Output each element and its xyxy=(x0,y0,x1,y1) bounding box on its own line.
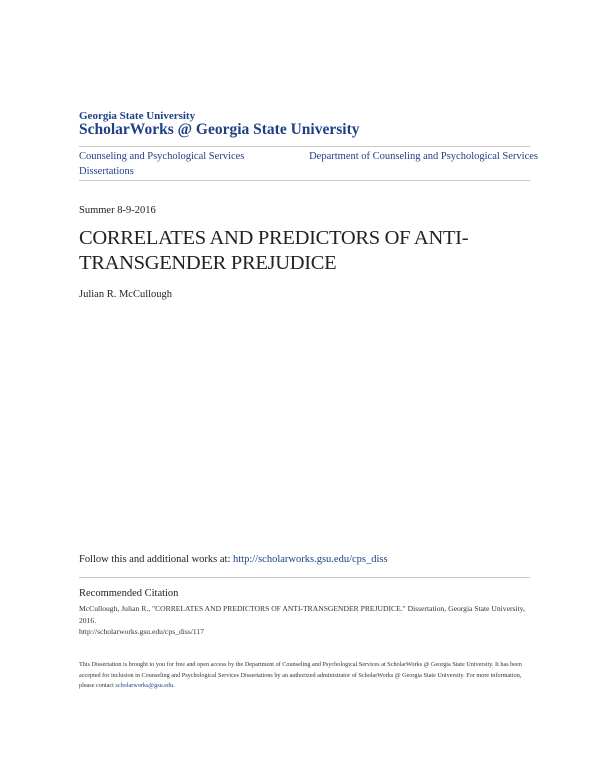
university-link[interactable]: Georgia State University xyxy=(79,110,196,122)
repository-link[interactable]: ScholarWorks @ Georgia State University xyxy=(79,121,360,138)
citation-block xyxy=(79,603,531,638)
collection-link[interactable]: Counseling and Psychological Services Dissertations xyxy=(79,151,245,177)
divider-citation xyxy=(79,577,530,578)
publication-date: Summer 8-9-2016 xyxy=(79,205,156,216)
citation-url[interactable]: http://scholarworks.gsu.edu/cps_diss/117 xyxy=(79,627,205,636)
notice-text: This Dissertation is brought to you for free and open access by the Department of Counseling and Psychological Services at ScholarWorks @ Georgia State University. It has been accepted for inclusion in Counseling and Psychological Services Dissertations by an authorized administrator of ScholarWorks @ Georgia State University. For more information, please contact xyxy=(79,661,522,690)
author-name: Julian R. McCullough xyxy=(79,289,173,300)
citation-text: McCullough, Julian R., "CORRELATES AND PREDICTORS OF ANTI-TRANSGENDER PREJUDICE." Dissertation, Georgia State University, 2016. xyxy=(79,604,525,625)
divider-top xyxy=(79,146,530,147)
document-title: CORRELATES AND PREDICTORS OF ANTI-TRANSGENDER PREJUDICE xyxy=(79,227,469,274)
citation-heading: Recommended Citation xyxy=(79,588,179,599)
follow-link[interactable]: http://scholarworks.gsu.edu/cps_diss xyxy=(233,554,388,565)
divider-bottom xyxy=(79,180,530,181)
follow-text: Follow this and additional works at: xyxy=(79,554,231,565)
notice-end: . xyxy=(173,682,175,690)
department-link[interactable]: Department of Counseling and Psychological Services xyxy=(309,151,538,162)
contact-email-link[interactable]: scholarworks@gsu.edu xyxy=(115,682,174,690)
follow-line xyxy=(79,554,388,565)
access-notice xyxy=(79,660,531,692)
